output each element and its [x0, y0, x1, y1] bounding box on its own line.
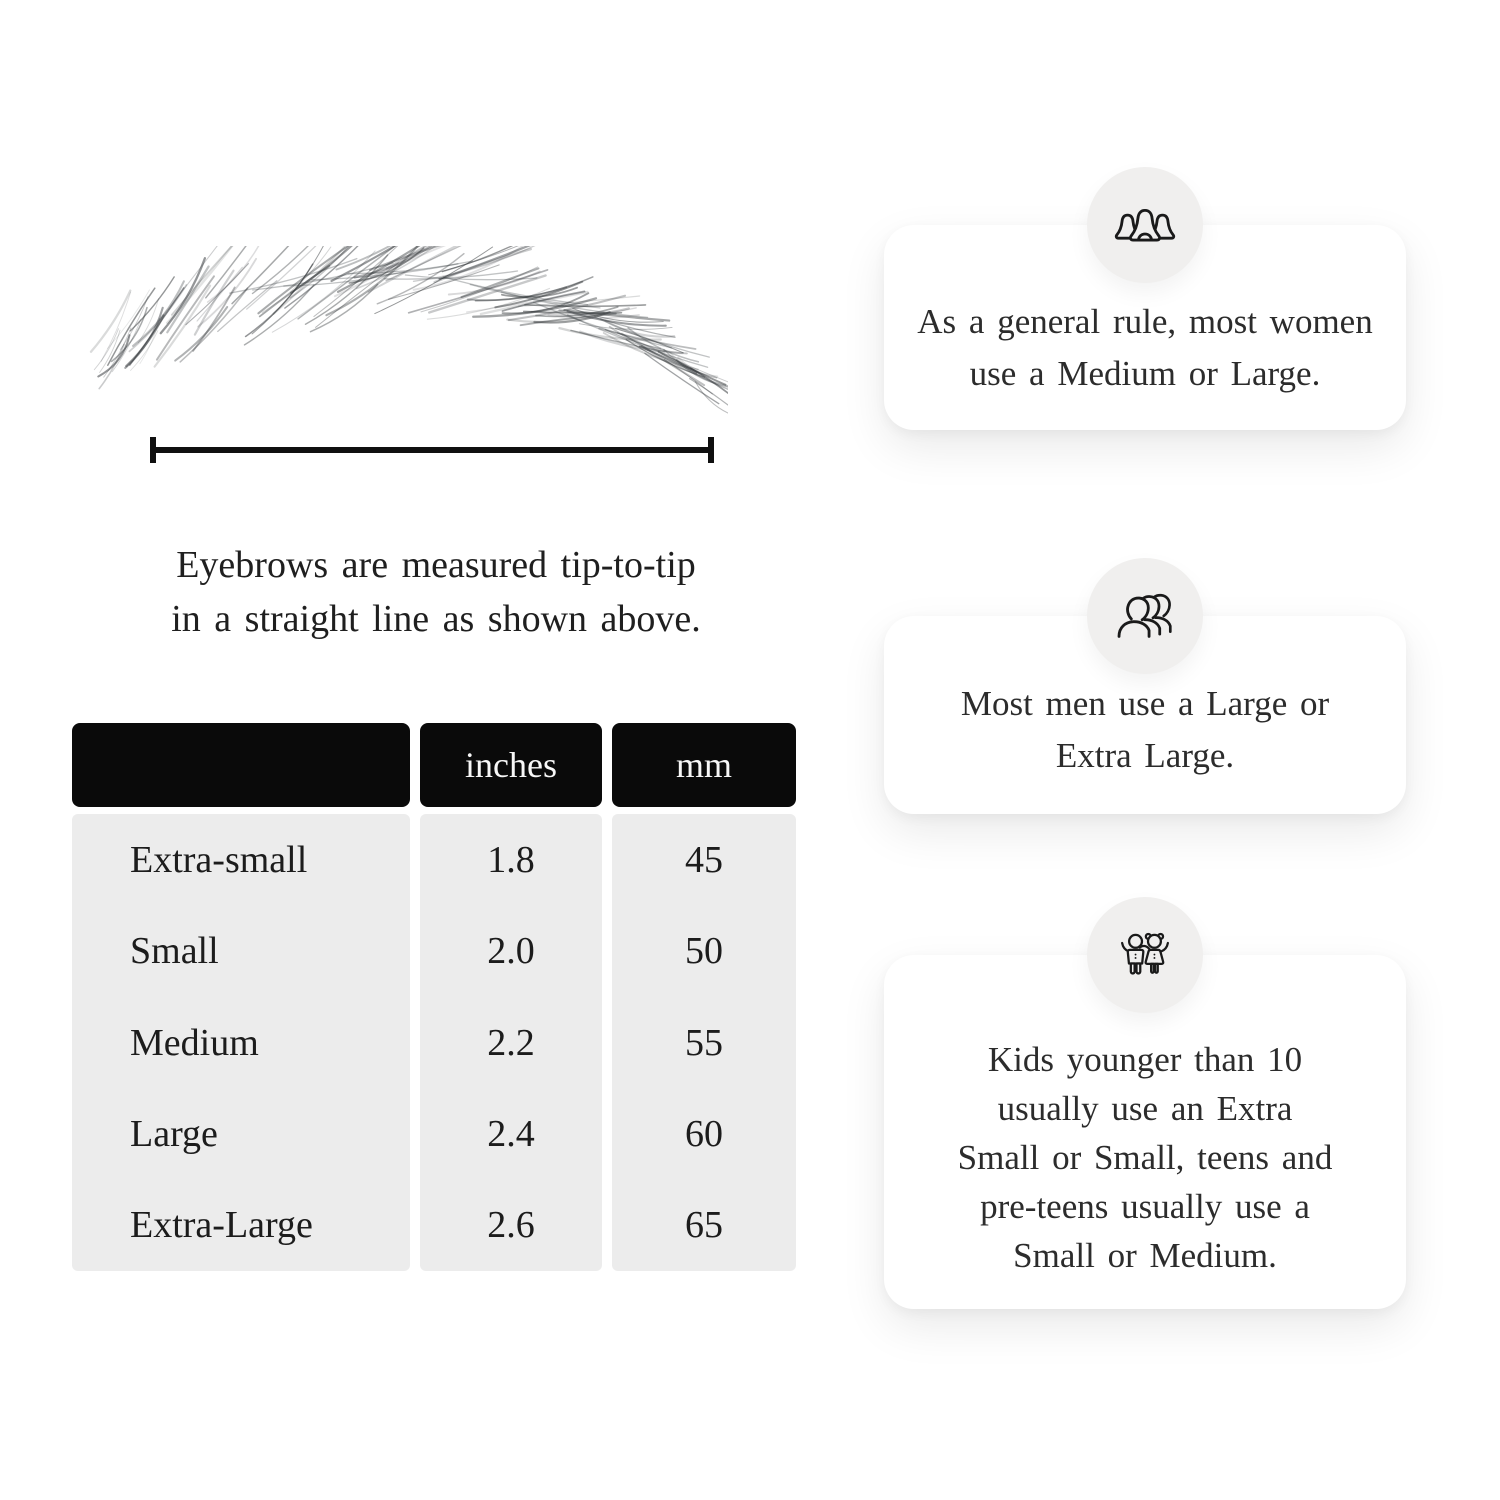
mm-value: 55: [685, 1021, 723, 1064]
tip-text-line: Small or Medium.: [1013, 1235, 1277, 1275]
column-size-labels: [72, 814, 410, 1271]
mm-value: 65: [685, 1204, 723, 1247]
inches-value: 2.2: [487, 1021, 535, 1064]
tip-text-line: Most men use a Large or: [960, 684, 1330, 723]
women-group-icon: [1111, 195, 1179, 256]
size-label: Small: [130, 930, 219, 973]
size-label: Medium: [130, 1021, 259, 1064]
header-cell-inches: inches: [420, 723, 602, 807]
eyebrow-sketch-svg: [88, 246, 728, 431]
size-label: Large: [130, 1112, 218, 1155]
kids-badge: [1087, 897, 1203, 1013]
header-cell-mm: mm: [612, 723, 796, 807]
mm-value: 45: [685, 838, 723, 881]
women-badge: [1087, 167, 1203, 283]
column-inches-values: [420, 814, 602, 1271]
inches-value: 2.0: [487, 930, 535, 973]
size-table: [72, 723, 796, 1271]
size-label: Extra-small: [130, 838, 308, 881]
measurement-caption: [106, 538, 766, 646]
tip-text-line: Small or Small, teens and: [957, 1137, 1333, 1177]
men-badge: [1087, 558, 1203, 674]
inches-value: 2.4: [487, 1112, 535, 1155]
tip-text-line: use a Medium or Large.: [969, 353, 1321, 393]
measurement-line: [150, 437, 714, 463]
tip-text-line: Kids younger than 10: [987, 1039, 1303, 1079]
size-table-header-row: [72, 723, 796, 807]
measure-right-tick: [708, 437, 714, 463]
mm-value: 60: [685, 1112, 723, 1155]
kids-icon: [1111, 925, 1179, 986]
eyebrow-illustration: [88, 246, 728, 431]
tip-text-line: Extra Large.: [1055, 736, 1235, 775]
tip-text-line: As a general rule, most women: [917, 301, 1373, 341]
caption-line-1: Eyebrows are measured tip-to-tip: [176, 544, 696, 586]
header-cell-size: [72, 723, 410, 807]
tip-text-line: pre-teens usually use a: [980, 1186, 1310, 1226]
inches-value: 2.6: [487, 1204, 535, 1247]
column-mm-values: [612, 814, 796, 1271]
caption-line-2: in a straight line as shown above.: [171, 598, 701, 640]
inches-value: 1.8: [487, 838, 535, 881]
size-table-body: [72, 807, 796, 1271]
size-label: Extra-Large: [130, 1204, 313, 1247]
tip-text-line: usually use an Extra: [997, 1088, 1293, 1128]
men-group-icon: [1111, 586, 1179, 647]
mm-value: 50: [685, 930, 723, 973]
measure-bar: [150, 447, 714, 453]
